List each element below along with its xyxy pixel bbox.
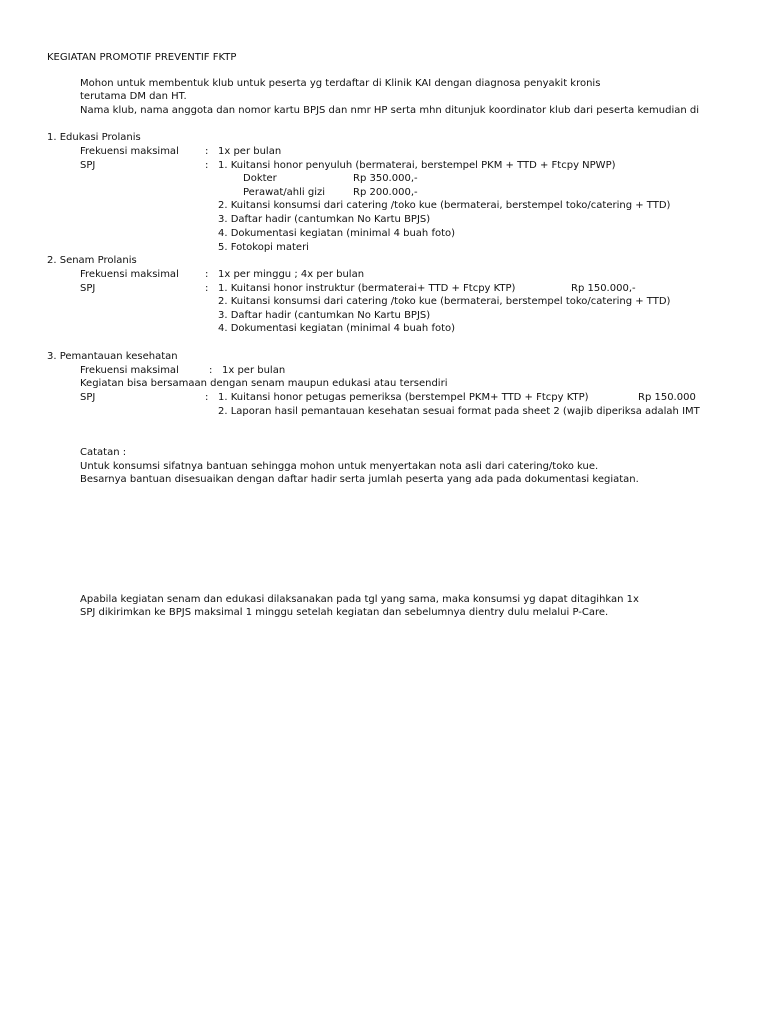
catatan-line-1: Untuk konsumsi sifatnya bantuan sehingga mohon untuk menyertakan nota asli dari catering/toko kue.	[80, 461, 599, 472]
catatan-line-2: Besarnya bantuan disesuaikan dengan daftar hadir serta jumlah peserta yang ada pada dokumentasi kegiatan.	[80, 474, 639, 485]
section-2-freq-label: Frekuensi maksimal	[80, 269, 179, 280]
section-1-freq-value: 1x per bulan	[218, 146, 282, 157]
section-1-spj-label: SPJ	[80, 160, 96, 171]
section-1-heading: 1. Edukasi Prolanis	[47, 132, 141, 143]
colon: :	[205, 146, 209, 157]
honor-amount-dokter: Rp 350.000,-	[353, 173, 418, 184]
footer-line-2: SPJ dikirimkan ke BPJS maksimal 1 minggu setelah kegiatan dan sebelumnya dientry dulu melalui P-Care.	[80, 607, 609, 618]
colon: :	[205, 283, 209, 294]
section-3-spj-label: SPJ	[80, 392, 96, 403]
section-1-item-4: 4. Dokumentasi kegiatan (minimal 4 buah foto)	[218, 228, 456, 239]
section-3-item-1-amount: Rp 150.000	[638, 392, 696, 403]
section-2-heading: 2. Senam Prolanis	[47, 255, 137, 266]
honor-amount-perawat: Rp 200.000,-	[353, 187, 418, 198]
section-1-freq-label: Frekuensi maksimal	[80, 146, 179, 157]
intro-line-1: Mohon untuk membentuk klub untuk peserta yg terdaftar di Klinik KAI dengan diagnosa penyakit kronis	[80, 78, 601, 89]
section-1-item-5: 5. Fotokopi materi	[218, 242, 309, 253]
section-1-item-1: 1. Kuitansi honor penyuluh (bermaterai, berstempel PKM + TTD + Ftcpy NPWP)	[218, 160, 616, 171]
intro-line-3: Nama klub, nama anggota dan nomor kartu BPJS dan nmr HP serta mhn ditunjuk koordinator klub dari peserta kemudian di	[80, 105, 700, 116]
catatan-label: Catatan :	[80, 447, 127, 458]
section-3-note: Kegiatan bisa bersamaan dengan senam maupun edukasi atau tersendiri	[80, 378, 448, 389]
section-3-freq-label: Frekuensi maksimal	[80, 365, 179, 376]
colon: :	[205, 269, 209, 280]
section-3-freq-value: 1x per bulan	[222, 365, 286, 376]
colon: :	[209, 365, 213, 376]
section-2-item-1: 1. Kuitansi honor instruktur (bermaterai+ TTD + Ftcpy KTP)	[218, 283, 516, 294]
colon: :	[205, 392, 209, 403]
section-2-item-4: 4. Dokumentasi kegiatan (minimal 4 buah foto)	[218, 323, 456, 334]
section-3-heading: 3. Pemantauan kesehatan	[47, 351, 178, 362]
intro-line-2: terutama DM dan HT.	[80, 91, 187, 102]
section-3-item-1: 1. Kuitansi honor petugas pemeriksa (berstempel PKM+ TTD + Ftcpy KTP)	[218, 392, 589, 403]
section-2-item-3: 3. Daftar hadir (cantumkan No Kartu BPJS)	[218, 310, 431, 321]
section-2-freq-value: 1x per minggu ; 4x per bulan	[218, 269, 365, 280]
honor-role-perawat: Perawat/ahli gizi	[243, 187, 326, 198]
section-1-item-3: 3. Daftar hadir (cantumkan No Kartu BPJS)	[218, 214, 431, 225]
footer-line-1: Apabila kegiatan senam dan edukasi dilaksanakan pada tgl yang sama, maka konsumsi yg dapat ditagihkan 1x	[80, 594, 639, 605]
section-2-item-1-amount: Rp 150.000,-	[571, 283, 636, 294]
colon: :	[205, 160, 209, 171]
section-2-spj-label: SPJ	[80, 283, 96, 294]
document-title: KEGIATAN PROMOTIF PREVENTIF FKTP	[47, 52, 237, 63]
section-1-item-2: 2. Kuitansi konsumsi dari catering /toko kue (bermaterai, berstempel toko/catering + TTD)	[218, 200, 671, 211]
honor-role-dokter: Dokter	[243, 173, 277, 184]
section-3-item-2: 2. Laporan hasil pemantauan kesehatan sesuai format pada sheet 2 (wajib diperiksa adalah IMT	[218, 406, 700, 417]
section-2-item-2: 2. Kuitansi konsumsi dari catering /toko kue (bermaterai, berstempel toko/catering + TTD)	[218, 296, 671, 307]
